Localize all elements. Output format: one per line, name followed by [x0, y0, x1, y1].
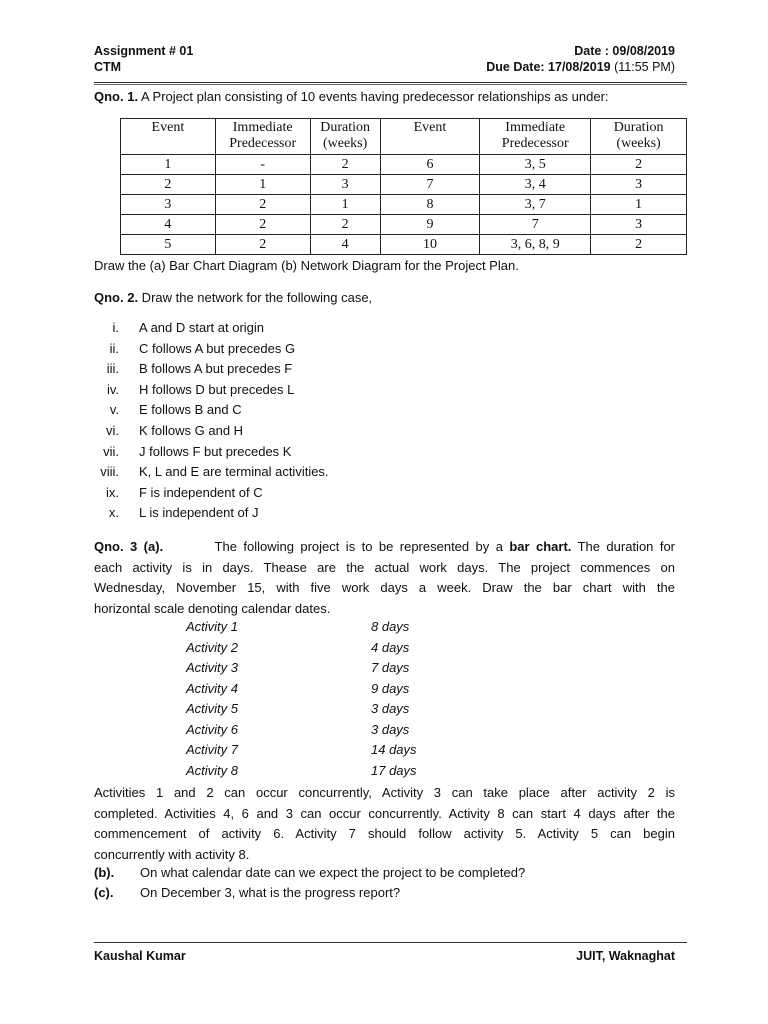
q3-label: Qno. 3 (a).	[94, 539, 164, 554]
table-header-cell	[215, 119, 310, 155]
activity-name: Activity 6	[186, 721, 239, 737]
q1-heading	[94, 89, 609, 104]
list-item	[94, 320, 494, 341]
list-item	[94, 361, 494, 382]
table-cell: 2	[591, 155, 687, 175]
q3-part-c	[94, 885, 400, 900]
activity-name: Activity 7	[186, 742, 239, 757]
assignment-number: Assignment # 01	[94, 44, 194, 58]
table-cell: 3, 4	[480, 175, 591, 195]
table-row	[121, 155, 687, 175]
list-item	[94, 341, 494, 362]
table-header-cell	[380, 119, 480, 155]
table-cell: 2	[215, 195, 310, 215]
table-cell: 4	[121, 215, 216, 235]
list-item-text: K, L and E are terminal activities.	[139, 464, 329, 480]
table-cell: 3	[310, 175, 380, 195]
table-cell: 1	[121, 155, 216, 175]
activity-row	[186, 640, 486, 661]
table-cell: 1	[310, 195, 380, 215]
list-item-number: iv.	[106, 381, 119, 397]
table-cell: 2	[591, 235, 687, 255]
activity-name: Activity 5	[186, 701, 239, 716]
table-cell: 7	[380, 175, 480, 195]
q3-part-b	[94, 865, 525, 880]
q1-label: Qno. 1.	[94, 89, 139, 104]
activity-name: Activity 3	[186, 660, 239, 675]
q2-list	[94, 320, 494, 526]
table-cell: 5	[121, 235, 216, 255]
table-header-text: (weeks)	[322, 136, 368, 151]
list-item	[94, 402, 494, 423]
table-header-text: Event	[413, 120, 447, 135]
list-item-number: ii.	[109, 340, 119, 356]
table-header-cell	[121, 119, 216, 155]
list-item	[94, 485, 494, 506]
list-item-text: H follows D but precedes L	[139, 381, 295, 397]
activity-duration: 17 days	[371, 762, 417, 778]
table-cell: 2	[310, 155, 380, 175]
activity-name: Activity 4	[186, 680, 239, 696]
table-cell: 3	[591, 215, 687, 235]
list-item	[94, 382, 494, 403]
q3-cond-line4: concurrently with activity 8.	[94, 846, 250, 862]
q3-bar-chart-bold: bar chart.	[509, 539, 572, 554]
table-header-text: Predecessor	[501, 136, 569, 151]
assignment-date: Date : 09/08/2019	[574, 44, 675, 58]
list-item-text: C follows A but precedes G	[139, 340, 296, 356]
activity-duration: 8 days	[371, 619, 410, 634]
activity-name: Activity 8	[186, 762, 239, 778]
table-header-row	[121, 119, 687, 155]
list-item-number: viii.	[100, 464, 119, 480]
list-item-text: J follows F but precedes K	[139, 443, 292, 459]
table-cell: 1	[591, 195, 687, 215]
q3-intro	[94, 537, 675, 619]
q3-cond-line1: Activities 1 and 2 can occur concurrently, Activity 3 can take place after activity 2 is	[94, 785, 675, 800]
due-date-time: (11:55 PM)	[610, 60, 675, 74]
table-header-cell	[310, 119, 380, 155]
q3-intro-line4: horizontal scale denoting calendar dates.	[94, 600, 331, 616]
activity-name: Activity 2	[186, 639, 239, 655]
table-header-text: Duration	[320, 120, 370, 135]
table-row	[121, 195, 687, 215]
header-divider	[94, 82, 687, 83]
footer-author: Kaushal Kumar	[94, 949, 186, 963]
q3-line1-pre: The following project is to be represented by a	[214, 539, 510, 554]
footer-institution: JUIT, Waknaghat	[576, 949, 675, 963]
list-item-text: B follows A but precedes F	[139, 361, 293, 377]
activity-row	[186, 722, 486, 743]
table-row	[121, 175, 687, 195]
table-header-text: Immediate	[232, 120, 293, 135]
activity-row	[186, 701, 486, 722]
activity-duration: 3 days	[371, 721, 410, 737]
q3-c-text: On December 3, what is the progress report?	[140, 885, 401, 900]
q2-text: Draw the network for the following case,	[138, 290, 373, 305]
q3-cond-line2: completed. Activities 4, 6 and 3 can occur concurrently. Activity 8 can start 4 days after the	[94, 805, 675, 821]
activity-row	[186, 619, 486, 640]
table-cell: 3, 7	[480, 195, 591, 215]
q2-heading	[94, 290, 372, 305]
activity-list	[186, 619, 486, 783]
list-item-number: x.	[108, 505, 119, 521]
activity-duration: 14 days	[371, 742, 417, 757]
activity-duration: 3 days	[371, 701, 410, 716]
table-cell: 2	[215, 215, 310, 235]
table-cell: 6	[380, 155, 480, 175]
table-cell: 3	[591, 175, 687, 195]
table-header-text: Event	[151, 120, 185, 135]
q1-instruction: Draw the (a) Bar Chart Diagram (b) Network Diagram for the Project Plan.	[94, 258, 519, 273]
q3-intro-line2: each activity is in days. Thease are the actual work days. The project commences on	[94, 559, 675, 575]
table-row	[121, 235, 687, 255]
list-item-number: ix.	[106, 484, 119, 500]
q3-line1-post: The duration for	[571, 539, 675, 554]
list-item-text: L is independent of J	[139, 505, 259, 521]
table-cell: 4	[310, 235, 380, 255]
list-item	[94, 464, 494, 485]
activity-duration: 9 days	[371, 680, 410, 696]
list-item-text: K follows G and H	[139, 422, 244, 438]
q3-intro-line1	[94, 537, 675, 558]
activity-row	[186, 660, 486, 681]
activity-row	[186, 742, 486, 763]
list-item-text: E follows B and C	[139, 402, 242, 418]
list-item-text: A and D start at origin	[139, 320, 265, 335]
table-cell: 7	[480, 215, 591, 235]
table-cell: 3, 5	[480, 155, 591, 175]
table-cell: 9	[380, 215, 480, 235]
list-item	[94, 444, 494, 465]
table-header-text: (weeks)	[616, 136, 661, 151]
list-item-number: iii.	[106, 361, 119, 377]
q3-b-label: (b).	[94, 865, 115, 880]
table-cell: 3	[121, 195, 216, 215]
table-cell: 2	[121, 175, 216, 195]
due-date-bold: Due Date: 17/08/2019	[486, 60, 611, 74]
table-header-text: Duration	[613, 120, 664, 135]
table-cell: 2	[310, 215, 380, 235]
course-code: CTM	[94, 60, 122, 74]
activity-name: Activity 1	[186, 619, 239, 634]
list-item-text: F is independent of C	[139, 484, 263, 500]
table-cell: -	[215, 155, 310, 175]
q3-conditions	[94, 783, 675, 865]
q3-cond-line3: commencement of activity 6. Activity 7 should follow activity 5. Activity 5 can begin	[94, 826, 675, 842]
q3-c-label: (c).	[94, 885, 114, 900]
header-divider-2	[94, 84, 687, 85]
list-item-number: vi.	[106, 422, 119, 438]
list-item-number: v.	[109, 402, 119, 418]
table-cell: 1	[215, 175, 310, 195]
activity-duration: 4 days	[371, 639, 410, 655]
table-row	[121, 215, 687, 235]
events-table	[120, 118, 687, 255]
list-item	[94, 505, 494, 526]
table-cell: 3, 6, 8, 9	[480, 235, 591, 255]
table-header-cell	[480, 119, 591, 155]
activity-row	[186, 763, 486, 784]
footer-divider	[94, 942, 687, 943]
table-header-text: Immediate	[505, 120, 566, 135]
q3-b-text: On what calendar date can we expect the project to be completed?	[140, 865, 526, 880]
table-header-text: Predecessor	[229, 136, 297, 151]
q3-intro-line3: Wednesday, November 15, with five work days a week. Draw the bar chart with the	[94, 580, 675, 596]
list-item-number: vii.	[103, 443, 119, 459]
due-date	[486, 60, 675, 74]
activity-duration: 7 days	[371, 660, 410, 675]
list-item	[94, 423, 494, 444]
q1-text: A Project plan consisting of 10 events having predecessor relationships as under:	[138, 89, 609, 104]
table-cell: 10	[380, 235, 480, 255]
activity-row	[186, 681, 486, 702]
table-cell: 8	[380, 195, 480, 215]
table-cell: 2	[215, 235, 310, 255]
table-header-cell	[591, 119, 687, 155]
list-item-number: i.	[112, 320, 119, 335]
q2-label: Qno. 2.	[94, 290, 139, 305]
